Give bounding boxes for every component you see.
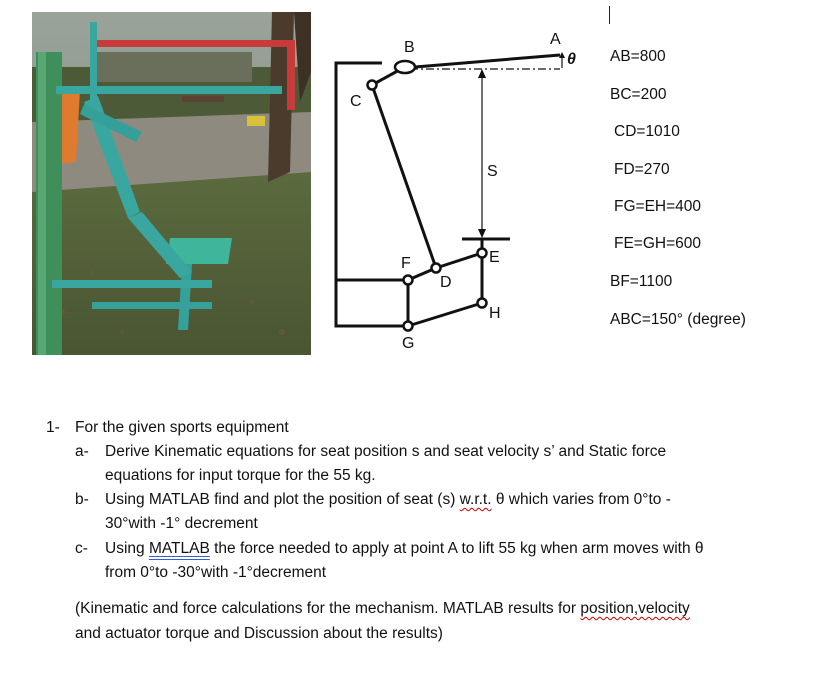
question-stem: For the given sports equipment	[75, 419, 289, 436]
note-line1	[75, 597, 690, 621]
item-b-marker: b-	[75, 491, 89, 508]
joint-f	[404, 276, 413, 285]
link-fe	[436, 253, 482, 268]
link-ab	[403, 55, 560, 68]
item-c-matlab: MATLAB	[148, 540, 210, 557]
item-a-line2: equations for input torque for the 55 kg.	[105, 467, 376, 484]
label-b: B	[404, 39, 415, 56]
item-c-line1-pre: Using	[105, 540, 149, 557]
item-b-line1-post: θ which varies from 0°to -	[491, 491, 671, 508]
joint-d	[432, 264, 441, 273]
item-b-line2: 30°with -1° decrement	[105, 515, 258, 532]
dim-fg-eh: FG=EH=400	[614, 198, 702, 215]
joint-g	[404, 322, 413, 331]
label-f: F	[401, 255, 411, 272]
joint-e	[478, 249, 487, 258]
dim-abc: ABC=150° (degree)	[610, 311, 746, 328]
note-line2: and actuator torque and Discussion about the results)	[75, 625, 443, 642]
dim-fe-gh: FE=GH=600	[614, 235, 702, 252]
item-a-marker: a-	[75, 443, 89, 460]
joint-c	[368, 81, 377, 90]
joint-h	[478, 299, 487, 308]
label-g: G	[402, 335, 415, 352]
item-c-marker: c-	[75, 540, 88, 557]
item-c-line2: from 0°to -30°with -1°decrement	[105, 564, 327, 581]
dim-bf: BF=1100	[610, 273, 673, 290]
item-c-line1-post: the force needed to apply at point A to lift 55 kg when arm moves with θ	[209, 540, 704, 557]
item-c-line1	[105, 537, 704, 561]
item-b-line1	[105, 488, 671, 512]
note-line1-pre: (Kinematic and force calculations for the mechanism. MATLAB results for	[75, 600, 581, 617]
dim-fd: FD=270	[614, 161, 670, 178]
joint-b	[395, 61, 415, 73]
equipment-photo	[32, 12, 311, 355]
link-gh	[408, 303, 482, 326]
dim-ab: AB=800	[610, 48, 666, 65]
dim-cd: CD=1010	[614, 123, 680, 140]
label-h: H	[489, 305, 501, 322]
link-cd	[372, 85, 436, 268]
dim-bc: BC=200	[610, 86, 667, 103]
s-arrow-top	[478, 69, 486, 78]
label-c: C	[350, 93, 362, 110]
s-arrow-bottom	[478, 229, 486, 238]
text-cursor	[609, 6, 610, 24]
frame-link	[336, 63, 408, 326]
question-number: 1-	[46, 419, 60, 436]
label-e: E	[489, 249, 500, 266]
item-a-line1: Derive Kinematic equations for seat position s and seat velocity s’ and Static force	[105, 443, 667, 460]
label-theta: θ	[567, 51, 576, 68]
item-b-line1-pre: Using MATLAB find and plot the position of seat (s)	[105, 491, 460, 508]
label-a: A	[550, 31, 561, 48]
label-s: S	[487, 163, 498, 180]
label-d: D	[440, 274, 452, 291]
note-position-velocity: position,velocity	[580, 600, 690, 617]
mechanism-diagram	[320, 0, 610, 360]
item-b-wrt: w.r.t.	[459, 491, 492, 508]
